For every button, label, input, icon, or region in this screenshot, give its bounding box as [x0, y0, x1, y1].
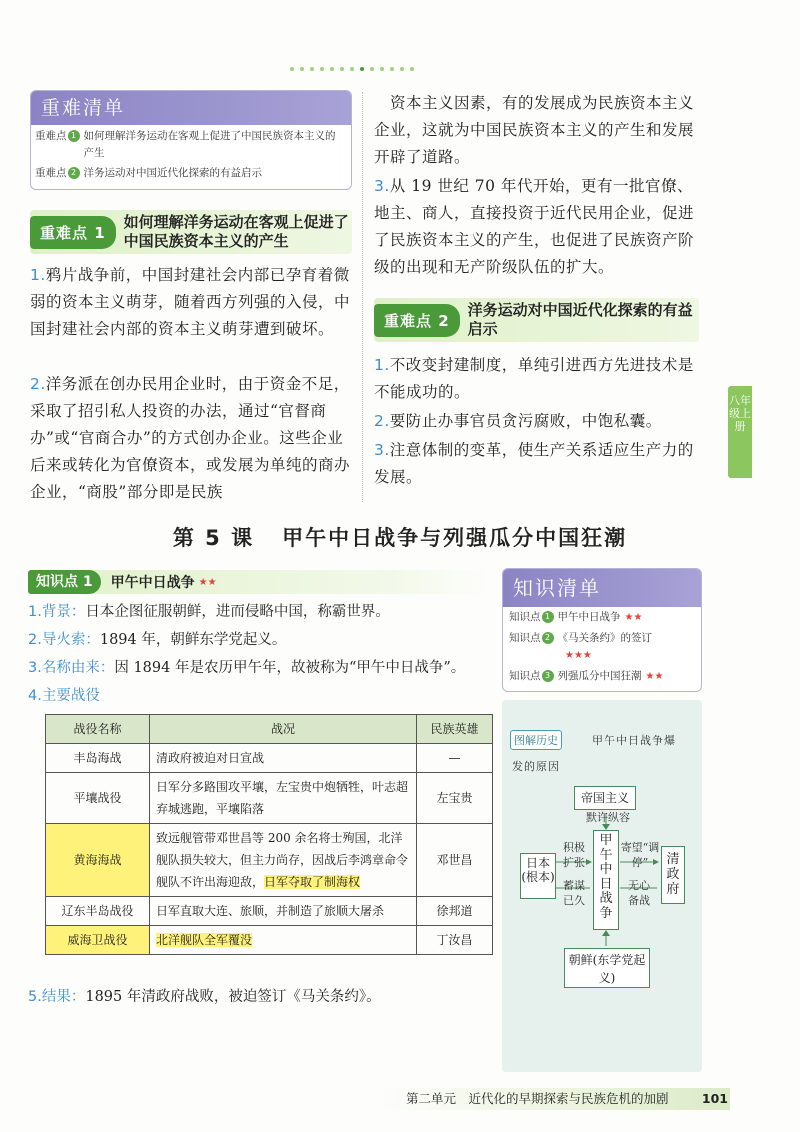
item-number: 2. [30, 375, 46, 393]
item-text: 《马关条约》的签订 [557, 632, 652, 644]
item-tag: 重难点 [35, 167, 67, 179]
page-footer [380, 1088, 730, 1110]
battle-name-cell: 平壤战役 [46, 773, 150, 824]
fact-label: 3.名称由来： [28, 660, 115, 676]
connive-label: 默许纵容 [586, 811, 630, 824]
knowledge-point-1-banner [28, 570, 486, 594]
knowledge-list-item [503, 666, 701, 687]
star-rating-icon: ★★ [198, 576, 217, 588]
knowledge-list-item [503, 607, 701, 628]
item-number: 2. [374, 412, 390, 430]
item-number: 3. [374, 177, 390, 195]
lesson-title [0, 522, 800, 552]
fact-label: 2.导火索： [28, 632, 100, 648]
key-point-2-item-1 [374, 352, 704, 406]
column-header: 民族英雄 [417, 715, 493, 744]
lesson-name: 甲午中日战争与列强瓜分中国狂潮 [282, 526, 628, 550]
key-point-2-tag: 重难点 2 [374, 304, 460, 337]
highlighted-text: 北洋舰队全军覆没 [156, 933, 253, 947]
item-text: 如何理解洋务运动在客观上促进了中国民族资本主义的产生 [83, 130, 336, 159]
hero-cell: 左宝贵 [417, 773, 493, 824]
key-point-2-item-2 [374, 408, 704, 435]
battle-name-cell: 黄海海战 [46, 824, 150, 897]
lesson-number: 第 5 课 [172, 526, 255, 550]
item-tag: 重难点 [35, 130, 67, 142]
fact-label: 5.结果： [28, 989, 86, 1005]
imperialism-box: 帝国主义 [574, 786, 636, 810]
fact-background [28, 601, 390, 623]
hero-cell: 徐邦道 [417, 897, 493, 926]
cause-diagram [502, 700, 702, 1072]
fact-label: 4.主要战役 [28, 688, 100, 704]
knowledge-list-title: 知识清单 [503, 569, 701, 607]
grade-side-tab[interactable]: 八年级上册 [728, 386, 752, 478]
top-decoration-dots [290, 66, 420, 72]
table-header-row [46, 715, 493, 744]
fact-text: 1894 年，朝鲜东学党起义。 [99, 632, 287, 648]
qing-box: 清政府 [661, 846, 685, 904]
number-circle-icon: 3 [542, 670, 554, 682]
number-circle-icon: 2 [542, 632, 554, 644]
number-circle-icon: 1 [542, 611, 554, 623]
item-number: 1. [30, 266, 46, 284]
qing-cause-b: 无心备战 [628, 879, 650, 907]
hero-cell: — [417, 744, 493, 773]
table-row [46, 824, 493, 897]
table-row [46, 926, 493, 955]
knowledge-list-item [503, 628, 701, 666]
item-tag: 知识点 [509, 670, 541, 682]
key-points-list-item [31, 162, 351, 182]
item-text: 甲午中日战争 [557, 611, 621, 623]
table-row [46, 773, 493, 824]
battle-desc-cell [150, 926, 417, 955]
korea-box: 朝鲜(东学党起义) [564, 948, 650, 988]
item-number: 1. [374, 356, 390, 374]
item-text: 不改变封建制度，单纯引进西方先进技术是不能成功的。 [374, 356, 694, 401]
fact-text: 因 1894 年是农历甲午年，故被称为“甲午中日战争”。 [114, 660, 466, 676]
item-tag: 知识点 [509, 632, 541, 644]
hero-cell: 丁汝昌 [417, 926, 493, 955]
battle-desc-cell: 日军直取大连、旅顺，并制造了旅顺大屠杀 [150, 897, 417, 926]
item-text: 列强瓜分中国狂潮 [557, 670, 642, 682]
column-header: 战况 [150, 715, 417, 744]
knowledge-list [502, 568, 702, 692]
key-points-list-title: 重难清单 [31, 91, 351, 125]
key-point-1-item-1 [30, 262, 352, 343]
key-points-list-item [31, 125, 351, 162]
continued-paragraph: 资本主义因素，有的发展成为民族资本主义企业，这就为中国民族资本主义的产生和发展开辟了道路。 [374, 94, 695, 166]
key-point-2-title: 洋务运动对中国近代化探索的有益启示 [467, 301, 693, 338]
fact-label: 1.背景： [28, 604, 86, 620]
fact-text: 1895 年清政府战败，被迫签订《马关条约》。 [85, 989, 381, 1005]
item-text: 从 19 世纪 70 年代开始，更有一批官僚、地主、商人，直接投资于近代民用企业，促进了民族资本主义的产生，也促进了民族资产阶级的出现和无产阶级队伍的扩大。 [374, 177, 695, 276]
battles-table [45, 714, 493, 955]
key-point-2-banner [374, 298, 699, 342]
item-text: 要防止办事官员贪污腐败，中饱私囊。 [389, 412, 662, 430]
key-points-list [30, 90, 352, 190]
war-box: 甲午中日战争 [593, 830, 619, 930]
number-circle-icon: 1 [68, 130, 80, 142]
key-point-1-item-2 [30, 371, 352, 506]
table-row [46, 744, 493, 773]
japan-cause-a: 积极扩张 [563, 841, 585, 869]
battle-name-cell: 辽东半岛战役 [46, 897, 150, 926]
fact-trigger [28, 629, 286, 651]
fact-battles [28, 685, 100, 707]
item-text: 洋务运动对中国近代化探索的有益启示 [83, 167, 262, 179]
hero-cell: 邓世昌 [417, 824, 493, 897]
knowledge-point-1-tag: 知识点 1 [28, 570, 101, 594]
column-divider [362, 92, 363, 502]
item-text: 洋务派在创办民用企业时，由于资金不足，采取了招引私人投资的办法，通过“官督商办”或“官商合办”的方式创办企业。这些企业后来或转化为官僚资本，或发展为单纯的商办企业，“商股”部分即是民族 [30, 375, 351, 501]
knowledge-point-1-title: 甲午中日战争 [110, 575, 195, 591]
item-text: 鸦片战争前，中国封建社会内部已孕育着微弱的资本主义萌芽，随着西方列强的入侵，中国封建社会内部的资本主义萌芽遭到破坏。 [30, 266, 351, 338]
japan-cause-b: 蓄谋已久 [563, 879, 585, 907]
qing-cause-a: 寄望“调停” [620, 841, 660, 869]
battle-desc-cell: 日军分多路围攻平壤，左宝贵中炮牺牲，叶志超弃城逃跑，平壤陷落 [150, 773, 417, 824]
key-point-1-title: 如何理解洋务运动在客观上促进了中国民族资本主义的产生 [123, 213, 349, 250]
battle-desc-cell: 清政府被迫对日宣战 [150, 744, 417, 773]
key-point-1-tag: 重难点 1 [30, 216, 116, 249]
number-circle-icon: 2 [68, 167, 80, 179]
fact-result [28, 986, 381, 1008]
star-rating-icon: ★★ [624, 612, 643, 623]
key-point-2-item-3 [374, 437, 704, 491]
diagram-caption: 甲午中日战争爆 [592, 734, 676, 747]
diagram-tag: 图解历史 [510, 730, 562, 750]
footer-unit-text: 第二单元 近代化的早期探索与民族危机的加剧 [406, 1091, 669, 1106]
column-header: 战役名称 [46, 715, 150, 744]
key-point-1-banner [30, 210, 352, 254]
key-point-1-item-3 [374, 173, 704, 281]
item-text: 注意体制的变革，使生产关系适应生产力的发展。 [374, 441, 694, 486]
battle-name-cell: 威海卫战役 [46, 926, 150, 955]
star-rating-icon: ★★ [645, 671, 664, 682]
highlighted-text: 日军夺取了制海权 [264, 875, 361, 889]
desc-text: 致远舰管带邓世昌等 200 余名将士殉国，北洋舰队损失较大，但主力尚存，因战后李鸿章命令舰队不许出海迎敌， [156, 831, 409, 889]
fact-text: 日本企图征服朝鲜，进而侵略中国，称霸世界。 [85, 604, 390, 620]
page-number: 101 [701, 1091, 728, 1106]
table-row [46, 897, 493, 926]
battle-desc-cell [150, 824, 417, 897]
star-rating-icon: ★★★ [565, 650, 592, 661]
japan-box: 日本(根本) [520, 853, 556, 899]
item-tag: 知识点 [509, 611, 541, 623]
item-number: 3. [374, 441, 390, 459]
diagram-caption: 发的原因 [512, 760, 560, 773]
battle-name-cell: 丰岛海战 [46, 744, 150, 773]
fact-name-origin [28, 657, 465, 679]
